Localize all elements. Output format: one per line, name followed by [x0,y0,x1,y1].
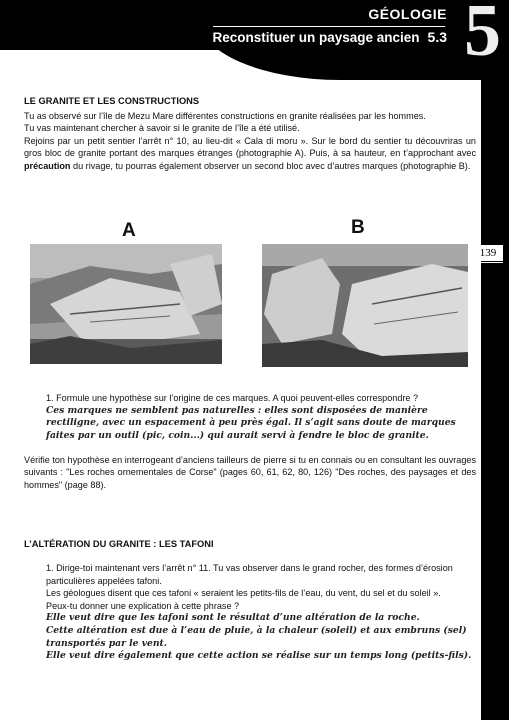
section-title-granite: LE GRANITE ET LES CONSTRUCTIONS [24,96,200,106]
header-rule [213,26,445,27]
question-1: 1. Formule une hypothèse sur l’origine de ces marques. A quoi peuvent-elles correspondre ? [46,393,419,403]
photo-a-image [30,244,222,364]
chapter-title-text: Reconstituer un paysage ancien [212,30,420,45]
question-tafoni-block [46,562,476,663]
question-1-block [46,392,476,442]
subject-title: GÉOLOGIE [368,6,447,22]
side-bar [481,40,509,720]
answer-1: Ces marques ne semblent pas naturelles : elles sont disposées de manière rectiligne, avec un espacement à peu près égal. Il s’agit sans doute de marques faites par un outil (pic, coin...) qui aurait servi à fendre le bloc de granite. [46,404,456,441]
chapter-big-number: 5 [464,0,501,72]
section-title-tafoni: L’ALTÉRATION DU GRANITE : LES TAFONI [24,539,214,549]
chapter-title [212,29,447,45]
answer-line: Elle veut dire que les tafoni sont le résultat d’une altération de la roche. [46,612,420,624]
photo-b-label: B [351,217,365,238]
intro-line: Tu as observé sur l’île de Mezu Mare différentes constructions en granite réalisées par les hommes. [24,111,426,121]
question-line: Peux-tu donner une explication à cette phrase ? [46,600,240,611]
photo-a [30,244,222,364]
answer-line: Cette altération est due à l’eau de pluie, à la chaleur (soleil) et aux embruns (sel) transportés par le vent. [46,624,467,649]
photo-a-label: A [122,220,136,241]
chapter-number: 5.3 [427,29,447,45]
page-number-rule [473,262,503,263]
intro-directions [24,135,476,172]
question-line: Les géologues disent que ces tafoni « seraient les petits-fils de l’eau, du vent, du sel et du soleil ». [46,588,441,599]
intro-line: Tu vas maintenant chercher à savoir si le granite de l’île a été utilisé. [24,123,300,134]
intro-bold-word: précaution [24,160,71,171]
question-line: 1. Dirige-toi maintenant vers l’arrêt n° 11. Tu vas observer dans le grand rocher, des formes d’érosion particulières appelées tafoni. [46,563,453,586]
page-number: 139 [473,245,503,261]
intro-text: Rejoins par un petit sentier l’arrêt n° 10, au lieu-dit « Cala di moru ». Sur le bord du sentier tu découvriras un gros bloc de granite portant des marques étranges (photographie A). Puis, à sa hauteur, en t’approchant avec [24,135,476,159]
intro-text: du rivage, tu pourras également observer un second bloc avec d’autres marques (photographie B). [70,160,471,171]
verify-paragraph: Vérifie ton hypothèse en interrogeant d’anciens tailleurs de pierre si tu en connais ou en consultant les ouvrages suivants : "Les roches ornementales de Corse" (pages 60, 61, 62, 80, 126) "Des roches, des paysages et des hommes" (page 88). [24,455,476,490]
photo-b-image [262,244,468,367]
answer-line: Elle veut dire également que cette action se réalise sur un temps long (petits-fils). [46,650,472,662]
intro-paragraph [24,110,476,172]
photo-b [262,244,468,367]
